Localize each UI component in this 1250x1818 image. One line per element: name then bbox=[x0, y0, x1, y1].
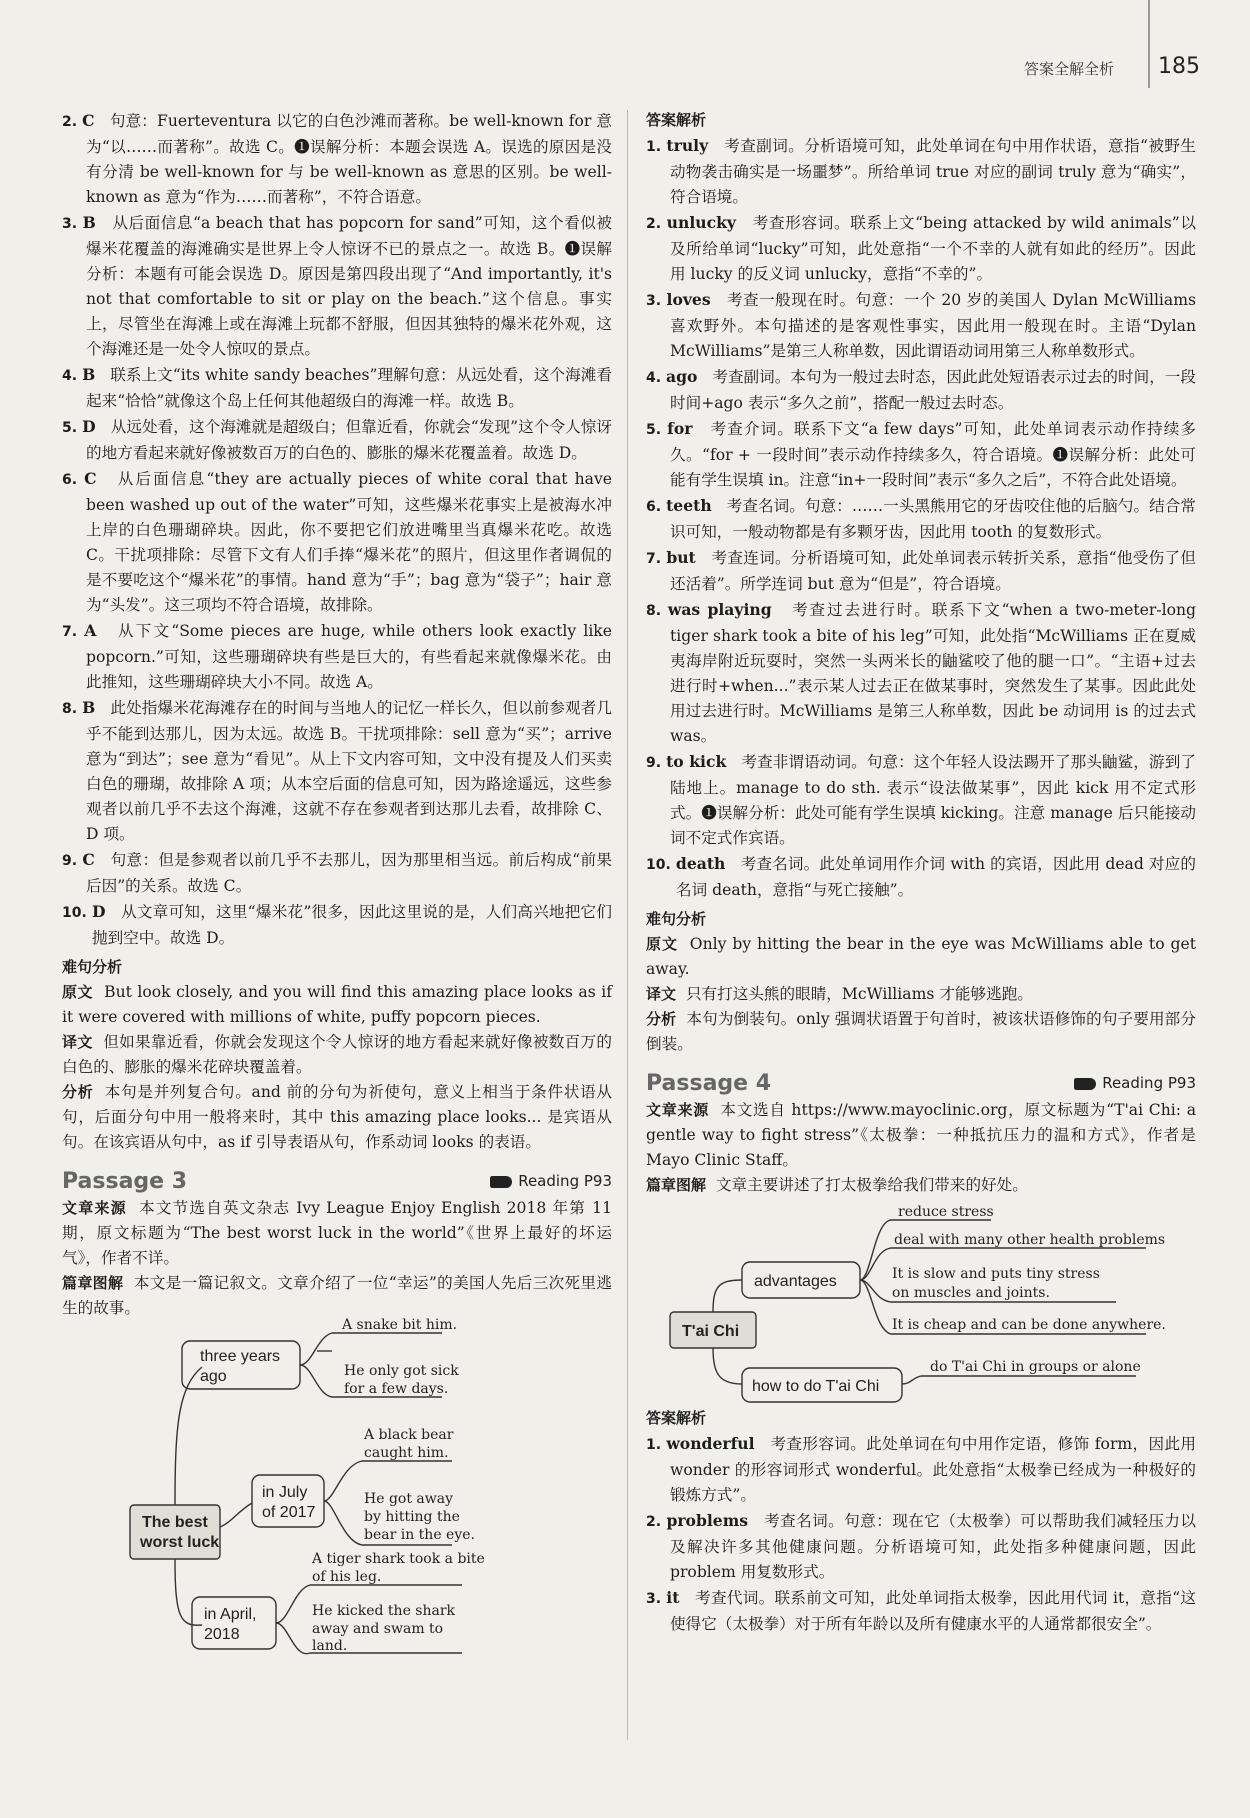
explanation-text: 本句是并列复合句。and 前的分句为祈使句，意义上相当于条件状语从句，后面分句中用一般将来时，其中 this amazing place looks... 是宾语从句。在该宾语从句中，as if 引导表语从句，作系动词 looks 的表语。 bbox=[62, 1083, 612, 1151]
analysis-explanation-right bbox=[646, 1007, 1196, 1057]
diagram-label-right: 篇章图解 bbox=[646, 1176, 707, 1194]
pointing-hand-icon bbox=[1074, 1078, 1096, 1090]
item-number: 9. bbox=[646, 755, 662, 771]
item-explanation: 此处指爆米花海滩存在的时间与当地人的记忆一样长久，但以前参观者几乎不能到达那儿，因为太远。故选 B。干扰项排除：sell 意为“买”；arrive 意为“到达”；see 意为“看见”。从上下文内容可知，文中没有提及人们买卖白色的珊瑚，故排除 A 项；从本空后面的信息可知，因为路途遥远，这些参观者以前几乎不去这个海滩，这就不存在参观者到达那儿去看，故排除 C、D 项。 bbox=[86, 699, 612, 843]
answer-item bbox=[62, 695, 612, 847]
item-number: 7. bbox=[646, 551, 662, 567]
mindmap-b2-leaf2-line1: He got away bbox=[364, 1491, 453, 1507]
answer-item bbox=[646, 416, 1196, 493]
item-answer: problems bbox=[666, 1511, 748, 1530]
mindmap-b2-leaf1-line2: caught him. bbox=[364, 1445, 449, 1461]
mindmap-b1-leaf1: A snake bit him. bbox=[342, 1317, 458, 1333]
item-explanation: 考查副词。分析语境可知，此处单词在句中用作状语，意指“被野生动物袭击确实是一场噩梦”。所给单词 true 对应的副词 truly 意为“确实”，符合语境。 bbox=[670, 137, 1196, 206]
answer-item bbox=[62, 618, 612, 695]
mindmap-b1-leaf2-line2: for a few days. bbox=[344, 1381, 449, 1397]
item-number: 2. bbox=[646, 1514, 662, 1530]
item-number: 3. bbox=[62, 216, 78, 232]
explanation-label: 分析 bbox=[62, 1083, 94, 1101]
answer-item bbox=[646, 364, 1196, 416]
item-number: 8. bbox=[62, 701, 78, 717]
passage3-mindmap bbox=[62, 1317, 612, 1657]
item-answer: B bbox=[82, 213, 96, 232]
item-explanation: 考查名词。此处单词用作介词 with 的宾语，因此用 dead 对应的名词 death，意指“与死亡接触”。 bbox=[676, 855, 1196, 899]
answer-item bbox=[62, 847, 612, 899]
item-number: 6. bbox=[646, 499, 662, 515]
mindmap-root-line2: worst luck bbox=[140, 1534, 220, 1551]
answer-item bbox=[646, 133, 1196, 210]
mindmap-root-line1: The best bbox=[142, 1514, 208, 1531]
item-number: 4. bbox=[62, 368, 78, 384]
mindmap-b3-leaf2-line1: He kicked the shark bbox=[312, 1603, 456, 1619]
mindmap-b3-line2: 2018 bbox=[204, 1626, 240, 1643]
mindmap-leaf-health-problems: deal with many other health problems bbox=[894, 1232, 1166, 1248]
original-label-right: 原文 bbox=[646, 935, 678, 953]
item-explanation: 句意：但是参观者以前几乎不去那儿，因为那里相当远。前后构成“前果后因”的关系。故选 C。 bbox=[86, 851, 612, 895]
item-explanation: 考查副词。本句为一般过去时态，因此此处短语表示过去的时间，一段时间+ago 表示“多久之前”，搭配一般过去时态。 bbox=[670, 368, 1196, 412]
diagram-text: 本文是一篇记叙文。文章介绍了一位“幸运”的美国人先后三次死里逃生的故事。 bbox=[62, 1274, 612, 1317]
reading-ref-text: Reading P93 bbox=[1102, 1074, 1196, 1092]
source-text-right: 本文选自 https://www.mayoclinic.org，原文标题为“T'ai Chi: a gentle way to fight stress”《太极拳：一种抵抗压力的温和方式》，作者是 Mayo Clinic Staff。 bbox=[646, 1101, 1196, 1169]
mindmap-b2-line2: of 2017 bbox=[262, 1504, 316, 1521]
item-answer: B bbox=[82, 365, 96, 384]
item-explanation: 考查形容词。此处单词在句中用作定语，修饰 form，因此用 wonder 的形容词形式 wonderful。此处意指“太极拳已经成为一种极好的锻炼方式”。 bbox=[670, 1435, 1196, 1504]
answer-item bbox=[62, 414, 612, 466]
passage3-source bbox=[62, 1196, 612, 1271]
analysis-title: 难句分析 bbox=[62, 958, 123, 976]
item-explanation: 考查形容词。联系上文“being attacked by wild animals”以及所给单词“lucky”可知，此处意指“一个不幸的人就有如此的经历”。因此用 lucky 的反义词 unlucky，意指“不幸的”。 bbox=[670, 214, 1196, 283]
item-number: 1. bbox=[646, 1437, 662, 1453]
answer-item bbox=[62, 466, 612, 618]
mindmap-leaf-cheap: It is cheap and can be done anywhere. bbox=[892, 1317, 1166, 1333]
translation-label: 译文 bbox=[62, 1033, 93, 1051]
item-answer: was playing bbox=[667, 600, 772, 619]
answer-item bbox=[646, 597, 1196, 749]
passage4-heading bbox=[646, 1071, 1196, 1096]
item-answer: unlucky bbox=[666, 213, 736, 232]
answer-item bbox=[62, 899, 612, 951]
column-divider bbox=[627, 110, 628, 1740]
item-number: 5. bbox=[646, 422, 662, 438]
translation-text-right: 只有打这头熊的眼睛，McWilliams 才能够逃跑。 bbox=[685, 985, 1033, 1003]
answer-item bbox=[646, 749, 1196, 851]
item-explanation: 考查名词。句意：……一头黑熊用它的牙齿咬住他的后脑勺。结合常识可知，一般动物都是有多颗牙齿，因此用 tooth 的复数形式。 bbox=[670, 497, 1196, 541]
right-column bbox=[646, 108, 1196, 1637]
mindmap-leaf-groups: do T'ai Chi in groups or alone bbox=[930, 1359, 1141, 1375]
item-explanation: 考查非谓语动词。句意：这个年轻人设法踢开了那头鼬鲨，游到了陆地上。manage to do sth. 表示“设法做某事”，因此 kick 用不定式形式。❶误解分析：此处可能有学生误填 kicking。注意 manage 后只能接动词不定式作宾语。 bbox=[670, 753, 1196, 847]
explanation-label-right: 分析 bbox=[646, 1010, 677, 1028]
item-explanation: 从后面信息“a beach that has popcorn for sand”可知，这个看似被爆米花覆盖的海滩确实是世界上令人惊讶不已的景点之一。故选 B。❶误解分析：本题有可能会误选 D。原因是第四段出现了“And importantly, it's not that comfortable to sit or play on the beach.”这个信息。事实上，尽管坐在海滩上或在海滩上玩都不舒服，但因其独特的爆米花外观，这个海滩还是一处令人惊叹的景点。 bbox=[86, 214, 612, 358]
item-explanation: 联系上文“its white sandy beaches”理解句意：从远处看，这个海滩看起来“恰恰”就像这个岛上任何其他超级白的海滩一样。故选 B。 bbox=[86, 366, 612, 410]
item-explanation: 考查代词。联系前文可知，此处单词指太极拳，因此用代词 it，意指“这使得它（太极拳）对于所有年龄以及所有健康水平的人通常都很安全”。 bbox=[670, 1589, 1196, 1633]
mindmap-b3-leaf2-line3: land. bbox=[312, 1638, 348, 1654]
mindmap-leaf-slow-line1: It is slow and puts tiny stress bbox=[892, 1266, 1100, 1282]
item-answer: death bbox=[675, 854, 726, 873]
original-label: 原文 bbox=[62, 983, 94, 1001]
mindmap-b1-line1: three years bbox=[200, 1348, 281, 1365]
mindmap-b2-leaf1-line1: A black bear bbox=[364, 1427, 454, 1443]
item-number: 5. bbox=[62, 420, 78, 436]
item-answer: C bbox=[84, 469, 97, 488]
mindmap-b2-leaf2-line3: bear in the eye. bbox=[364, 1527, 475, 1543]
original-text-right: Only by hitting the bear in the eye was McWilliams able to get away. bbox=[646, 935, 1196, 978]
source-label-right: 文章来源 bbox=[646, 1101, 709, 1119]
mindmap-b1-line2: ago bbox=[200, 1368, 227, 1385]
mindmap-b3-leaf2-line2: away and swam to bbox=[312, 1621, 444, 1637]
passage4-diagram-desc bbox=[646, 1173, 1196, 1198]
item-explanation: 从后面信息“they are actually pieces of white coral that have been washed up out of the water”可知，这些爆米花事实上是被海水冲上岸的白色珊瑚碎块。因此，你不要把它们放进嘴里当真爆米花吃。故选 C。干扰项排除：尽管下文有人们手捧“爆米花”的照片，但这里作者调侃的是不要吃这个“爆米花”的事情。hand 意为“手”；bag 意为“袋子”；hair 意为“头发”。这三项均不符合语境，故排除。 bbox=[86, 470, 612, 614]
answer-list-passage3 bbox=[646, 133, 1196, 903]
mindmap-advantages-text: advantages bbox=[754, 1273, 837, 1290]
item-explanation: 考查一般现在时。句意：一个 20 岁的美国人 Dylan McWilliams 喜欢野外。本句描述的是客观性事实，因此用一般现在时。主语“Dylan McWilliams”是第三人称单数，因此谓语动词用第三人称单数形式。 bbox=[670, 291, 1196, 360]
item-explanation: 考查介词。联系下文“a few days”可知，此处单词表示动作持续多久。“for + 一段时间”表示动作持续多久，符合语境。❶误解分析：此处可能有学生误填 in。注意“in+一段时间”表示“多久之后”，不符合此处语境。 bbox=[670, 420, 1196, 489]
item-explanation: 考查过去进行时。联系下文“when a two-meter-long tiger shark took a bite of his leg”可知，此处指“McWilliams 正在夏威夷海岸附近玩耍时，突然一头两米长的鼬鲨咬了他的腿一口”。“主语+过去进行时+when...”表示某人过去正在做某事时，突然发生了某事。因此此处用过去进行时。McWilliams 是第三人称单数，因此 be 动词用 is 的过去式 was。 bbox=[670, 601, 1197, 745]
answer-item bbox=[62, 108, 612, 210]
mindmap-b2-leaf2-line2: by hitting the bbox=[364, 1509, 460, 1525]
item-answer: C bbox=[82, 111, 95, 130]
item-answer: ago bbox=[666, 367, 698, 386]
item-answer: to kick bbox=[666, 752, 727, 771]
mindmap-leaf-reduce-stress: reduce stress bbox=[898, 1204, 994, 1220]
header-title: 答案全解全析 bbox=[1024, 60, 1115, 78]
passage3-heading bbox=[62, 1169, 612, 1194]
item-answer: C bbox=[82, 850, 95, 869]
mindmap-b3-line1: in April, bbox=[204, 1606, 257, 1623]
item-number: 3. bbox=[646, 1591, 662, 1607]
item-number: 9. bbox=[62, 853, 78, 869]
mindmap-b2-line1: in July bbox=[262, 1484, 308, 1501]
mindmap-leaf-slow-line2: on muscles and joints. bbox=[892, 1285, 1050, 1301]
answer-item bbox=[62, 210, 612, 362]
original-text: But look closely, and you will find this amazing place looks as if it were covered with millions of white, puffy popcorn pieces. bbox=[62, 983, 612, 1026]
mindmap-b3-leaf1-line2: of his leg. bbox=[312, 1569, 382, 1585]
answer-item bbox=[646, 493, 1196, 545]
diagram-text-right: 文章主要讲述了打太极拳给我们带来的好处。 bbox=[715, 1176, 1028, 1194]
mindmap-root-text: T'ai Chi bbox=[682, 1323, 740, 1340]
item-explanation: 考查名词。句意：现在它（太极拳）可以帮助我们减轻压力以及解决许多其他健康问题。分析语境可知，此处指多种健康问题，因此 problem 用复数形式。 bbox=[670, 1512, 1196, 1581]
mindmap-b1-leaf2-line1: He only got sick bbox=[344, 1363, 459, 1379]
item-number: 7. bbox=[62, 624, 78, 640]
mindmap-b3-leaf1-line1: A tiger shark took a bite bbox=[312, 1551, 485, 1567]
item-number: 6. bbox=[62, 472, 78, 488]
item-explanation: 句意：Fuerteventura 以它的白色沙滩而著称。be well-known for 意为“以……而著称”。故选 C。❶误解分析：本题会误选 A。误选的原因是没有分清 be well-known for 与 be well-known as 意思的区别。be well-known as 意为“作为……而著称”，不符合语意。 bbox=[86, 112, 612, 206]
item-answer: truly bbox=[666, 136, 709, 155]
answer-item bbox=[646, 851, 1196, 903]
translation-label-right: 译文 bbox=[646, 985, 677, 1003]
item-answer: B bbox=[82, 698, 96, 717]
pointing-hand-icon bbox=[490, 1176, 512, 1188]
item-answer: for bbox=[667, 419, 693, 438]
passage3-diagram-desc bbox=[62, 1271, 612, 1321]
page-number: 185 bbox=[1158, 54, 1200, 79]
answer-list-passage4 bbox=[646, 1431, 1196, 1637]
passage3-reading-ref bbox=[490, 1169, 612, 1194]
answer-item bbox=[646, 1585, 1196, 1637]
item-answer: but bbox=[666, 548, 696, 567]
answer-item bbox=[646, 545, 1196, 597]
source-label: 文章来源 bbox=[62, 1199, 127, 1217]
passage4-source bbox=[646, 1098, 1196, 1173]
item-answer: A bbox=[84, 621, 97, 640]
item-answer: D bbox=[82, 417, 96, 436]
diagram-label: 篇章图解 bbox=[62, 1274, 124, 1292]
passage4-mindmap bbox=[646, 1202, 1196, 1402]
item-number: 1. bbox=[646, 139, 662, 155]
item-answer: D bbox=[92, 902, 106, 921]
item-explanation: 从文章可知，这里“爆米花”很多，因此这里说的是，人们高兴地把它们抛到空中。故选 D。 bbox=[92, 903, 612, 947]
passage3-title: Passage 3 bbox=[62, 1169, 188, 1194]
header-rule bbox=[1148, 0, 1150, 88]
analysis-title-right: 难句分析 bbox=[646, 910, 707, 928]
item-explanation: 考查连词。分析语境可知，此处单词表示转折关系，意指“他受伤了但还活着”。所学连词 but 意为“但是”，符合语境。 bbox=[670, 549, 1196, 593]
analysis-original bbox=[62, 980, 612, 1030]
item-number: 2. bbox=[62, 114, 78, 130]
answers-title: 答案解析 bbox=[646, 111, 707, 129]
translation-text: 但如果靠近看，你就会发现这个令人惊讶的地方看起来就好像被数百万的白色的、膨胀的爆米花碎块覆盖着。 bbox=[62, 1033, 612, 1076]
answer-item bbox=[646, 210, 1196, 287]
item-number: 10. bbox=[646, 857, 671, 873]
answer-item bbox=[62, 362, 612, 414]
analysis-translation bbox=[62, 1030, 612, 1080]
analysis-explanation bbox=[62, 1080, 612, 1155]
answer-item bbox=[646, 287, 1196, 364]
mindmap-howto-text: how to do T'ai Chi bbox=[752, 1378, 880, 1395]
answer-item bbox=[646, 1431, 1196, 1508]
passage4-title: Passage 4 bbox=[646, 1071, 772, 1096]
left-column bbox=[62, 108, 612, 1657]
item-number: 2. bbox=[646, 216, 662, 232]
item-explanation: 从下文“Some pieces are huge, while others look exactly like popcorn.”可知，这些珊瑚碎块有些是巨大的，有些看起来就像爆米花。由此推知，这些珊瑚碎块大小不同。故选 A。 bbox=[86, 622, 612, 691]
item-answer: teeth bbox=[666, 496, 712, 515]
reading-ref-text: Reading P93 bbox=[518, 1172, 612, 1190]
analysis-original-right bbox=[646, 932, 1196, 982]
item-number: 10. bbox=[62, 905, 87, 921]
item-number: 4. bbox=[646, 370, 662, 386]
item-number: 3. bbox=[646, 293, 662, 309]
source-text: 本文节选自英文杂志 Ivy League Enjoy English 2018 年第 11 期，原文标题为“The best worst luck in the world”《世界上最好的坏运气》，作者不详。 bbox=[62, 1199, 612, 1267]
answer-list-passage2 bbox=[62, 108, 612, 951]
item-answer: loves bbox=[666, 290, 711, 309]
passage4-reading-ref bbox=[1074, 1071, 1196, 1096]
item-explanation: 从远处看，这个海滩就是超级白；但靠近看，你就会“发现”这个令人惊讶的地方看起来就好像被数百万的白色的、膨胀的爆米花覆盖着。故选 D。 bbox=[86, 418, 612, 462]
item-answer: wonderful bbox=[666, 1434, 755, 1453]
item-answer: it bbox=[666, 1588, 680, 1607]
analysis-translation-right bbox=[646, 982, 1196, 1007]
answer-item bbox=[646, 1508, 1196, 1585]
answers2-title: 答案解析 bbox=[646, 1409, 707, 1427]
explanation-text-right: 本句为倒装句。only 强调状语置于句首时，被该状语修饰的句子要用部分倒装。 bbox=[646, 1010, 1196, 1053]
item-number: 8. bbox=[646, 603, 662, 619]
